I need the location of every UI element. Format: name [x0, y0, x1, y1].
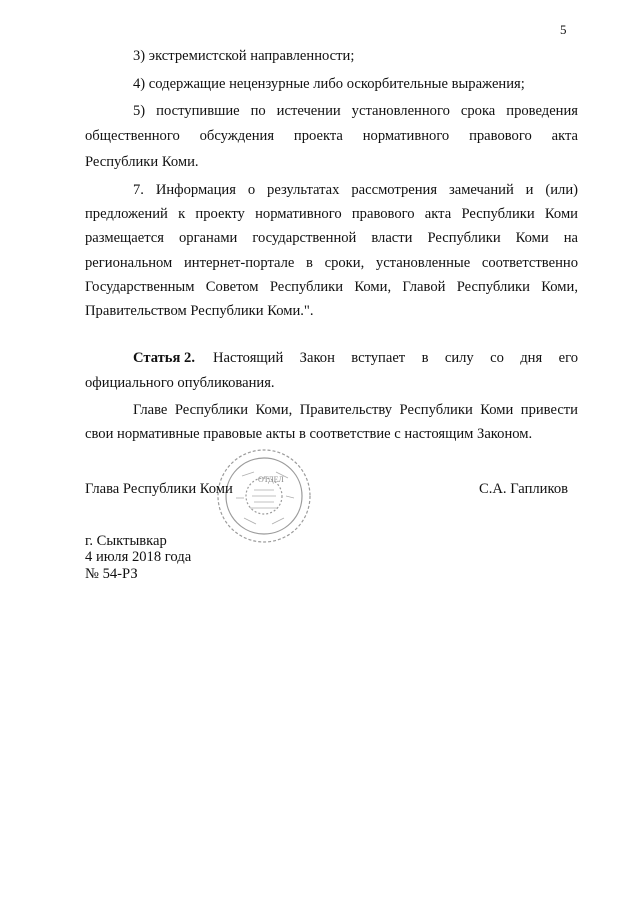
- footer-city: г. Сыктывкар: [85, 533, 167, 549]
- article-2-heading: Статья 2.: [133, 350, 195, 366]
- signature-title: Глава Республики Коми: [85, 481, 233, 497]
- article-2-line-1: Настоящий Закон вступает в силу со дня его: [213, 350, 578, 366]
- article-2-paragraph-2-line-1: Главе Республики Коми, Правительству Республики Коми привести: [133, 402, 578, 418]
- paragraph-7-line-1: 7. Информация о результатах рассмотрения замечаний и (или): [133, 182, 578, 198]
- paragraph-7-line-4: региональном интернет-портале в сроки, установленные соответственно: [85, 255, 578, 271]
- list-item-5-line-2: общественного обсуждения проекта нормативного правового акта: [85, 128, 578, 144]
- paragraph-7-line-2: предложений к проекту нормативного правового акта Республики Коми: [85, 206, 578, 222]
- list-item-5-line-1: 5) поступившие по истечении установленного срока проведения: [133, 103, 578, 119]
- paragraph-7-line-5: Государственным Советом Республики Коми, Главой Республики Коми,: [85, 279, 578, 295]
- footer-number: № 54-РЗ: [85, 566, 138, 582]
- paragraph-7-line-3: размещается органами государственной власти Республики Коми на: [85, 230, 578, 246]
- paragraph-7-line-6: Правительством Республики Коми.".: [85, 303, 314, 319]
- list-item-4: 4) содержащие нецензурные либо оскорбительные выражения;: [133, 76, 525, 92]
- signature-name: С.А. Гапликов: [479, 481, 569, 497]
- article-2-paragraph-2-line-2: свои нормативные правовые акты в соответствие с настоящим Законом.: [85, 426, 533, 442]
- footer-date: 4 июля 2018 года: [85, 549, 192, 565]
- stamp-text: ОТДЕЛ: [258, 475, 284, 484]
- page-number: 5: [560, 22, 567, 37]
- list-item-5-line-3: Республики Коми.: [85, 154, 199, 170]
- article-2-line-2: официального опубликования.: [85, 375, 275, 391]
- list-item-3: 3) экстремистской направленности;: [133, 48, 355, 64]
